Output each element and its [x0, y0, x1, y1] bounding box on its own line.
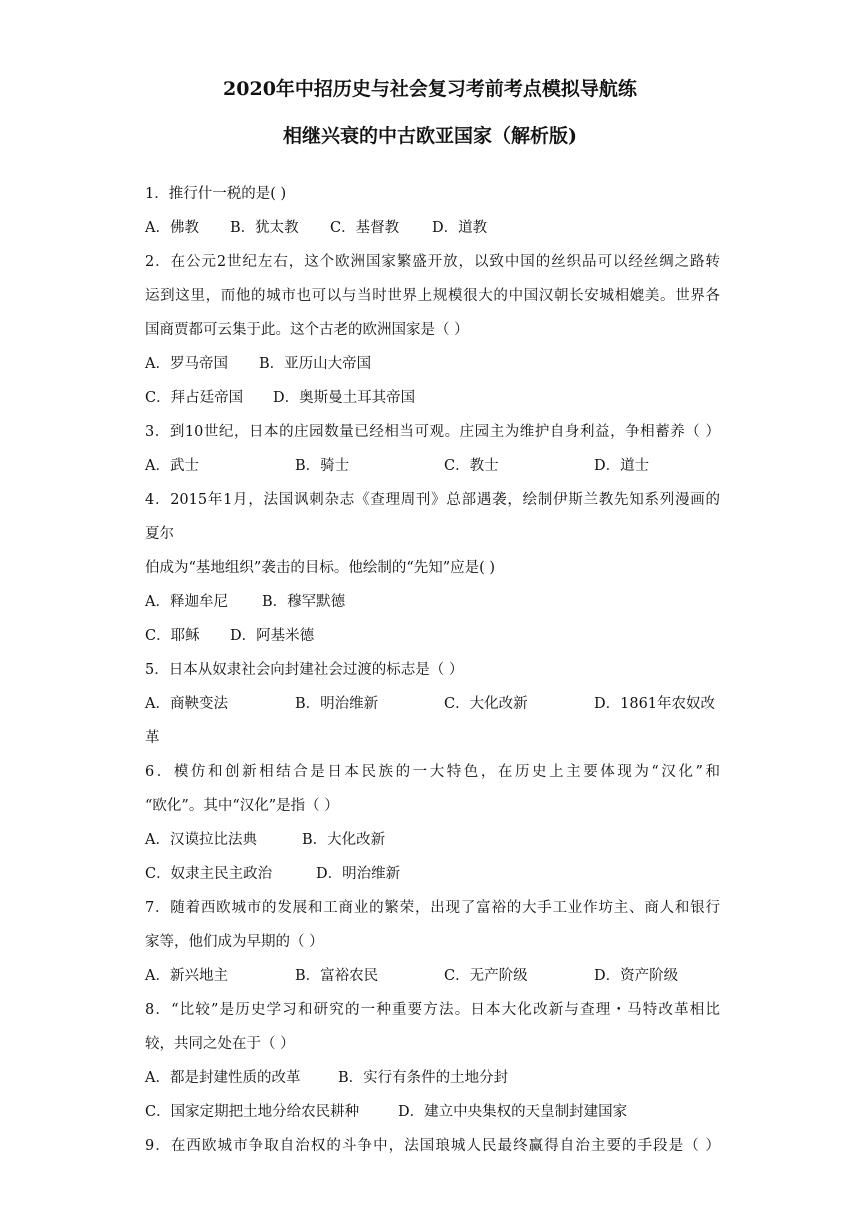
- q7-option-b: B．富裕农民: [295, 968, 379, 984]
- question-3-text: 3．到10世纪，日本的庄园数量已经相当可观。庄园主为维护自身利益，争相蓄养（ ）: [145, 424, 720, 440]
- q7-option-a: A．新兴地主: [145, 968, 228, 984]
- q8-option-a: A．都是封建性质的改革: [145, 1070, 301, 1086]
- document-title: 2020年中招历史与社会复习考前考点模拟导航练: [223, 78, 637, 100]
- question-4-text-line-2: 夏尔: [145, 526, 174, 542]
- question-7-text-line-2: 家等，他们成为早期的（ ）: [145, 934, 324, 950]
- q6-option-a: A．汉谟拉比法典: [145, 832, 257, 848]
- question-2-text-line-3: 国商贾都可云集于此。这个古老的欧洲国家是（ ）: [145, 322, 469, 338]
- q3-option-b: B．骑士: [295, 458, 350, 474]
- q8-option-d: D．建立中央集权的天皇制封建国家: [398, 1104, 628, 1120]
- q4-option-b: B．穆罕默德: [262, 594, 346, 610]
- q6-option-d: D．明治维新: [316, 866, 401, 882]
- question-2-text-line-2: 运到这里，而他的城市也可以与当时世界上规模很大的中国汉朝长安城相媲美。世界各: [145, 288, 720, 304]
- q1-option-c: C．基督教: [330, 220, 400, 236]
- question-2-text-line-1: 2．在公元2世纪左右，这个欧洲国家繁盛开放，以致中国的丝织品可以经丝绸之路转: [145, 254, 720, 270]
- question-8-text-line-2: 较，共同之处在于（ ）: [145, 1036, 295, 1052]
- q4-option-a: A．释迦牟尼: [145, 594, 228, 610]
- question-8-text-line-1: 8．“比较”是历史学习和研究的一种重要方法。日本大化改新与查理・马特改革相比: [145, 1002, 720, 1018]
- question-4-text-line-1: 4．2015年1月，法国讽刺杂志《查理周刊》总部遇袭，绘制伊斯兰教先知系列漫画的: [145, 492, 720, 508]
- q1-option-d: D．道教: [432, 220, 488, 236]
- question-1-text: 1．推行什一税的是( ): [145, 186, 287, 202]
- q1-option-a: A．佛教: [145, 220, 199, 236]
- q8-option-b: B．实行有条件的土地分封: [338, 1070, 509, 1086]
- q3-option-c: C．教士: [444, 458, 499, 474]
- q7-option-d: D．资产阶级: [594, 968, 679, 984]
- q3-option-a: A．武士: [145, 458, 199, 474]
- question-4-text-line-3: 伯成为“基地组织”袭击的目标。他绘制的“先知”应是( ): [145, 560, 496, 576]
- q1-option-b: B．犹太教: [230, 220, 299, 236]
- q4-option-c: C．耶稣: [145, 628, 200, 644]
- question-5-text: 5．日本从奴隶社会向封建社会过渡的标志是（ ）: [145, 662, 464, 678]
- q2-option-c: C．拜占廷帝国: [145, 390, 244, 406]
- q5-option-a: A．商鞅变法: [145, 696, 228, 712]
- q6-option-c: C．奴隶主民主政治: [145, 866, 273, 882]
- question-7-text-line-1: 7．随着西欧城市的发展和工商业的繁荣，出现了富裕的大手工业作坊主、商人和银行: [145, 900, 720, 916]
- q5-option-d: D．1861年农奴改: [594, 696, 716, 712]
- q2-option-a: A．罗马帝国: [145, 356, 228, 372]
- q3-option-d: D．道士: [594, 458, 650, 474]
- document-subtitle: 相继兴衰的中古欧亚国家（解析版): [283, 125, 577, 147]
- q6-option-b: B．大化改新: [302, 832, 386, 848]
- q7-option-c: C．无产阶级: [444, 968, 528, 984]
- q2-option-b: B．亚历山大帝国: [259, 356, 372, 372]
- q4-option-d: D．阿基米德: [230, 628, 315, 644]
- question-9-text: 9．在西欧城市争取自治权的斗争中，法国琅城人民最终赢得自治主要的手段是（ ）: [145, 1138, 720, 1154]
- q8-option-c: C．国家定期把土地分给农民耕种: [145, 1104, 360, 1120]
- q5-option-c: C．大化改新: [444, 696, 528, 712]
- question-6-text-line-1: 6．模仿和创新相结合是日本民族的一大特色，在历史上主要体现为“汉化”和: [145, 764, 720, 780]
- q2-option-d: D．奥斯曼土耳其帝国: [273, 390, 416, 406]
- q5-option-b: B．明治维新: [295, 696, 379, 712]
- question-6-text-line-2: “欧化”。其中“汉化”是指（ ）: [145, 798, 339, 814]
- q5-option-d-wrap: 革: [145, 730, 160, 746]
